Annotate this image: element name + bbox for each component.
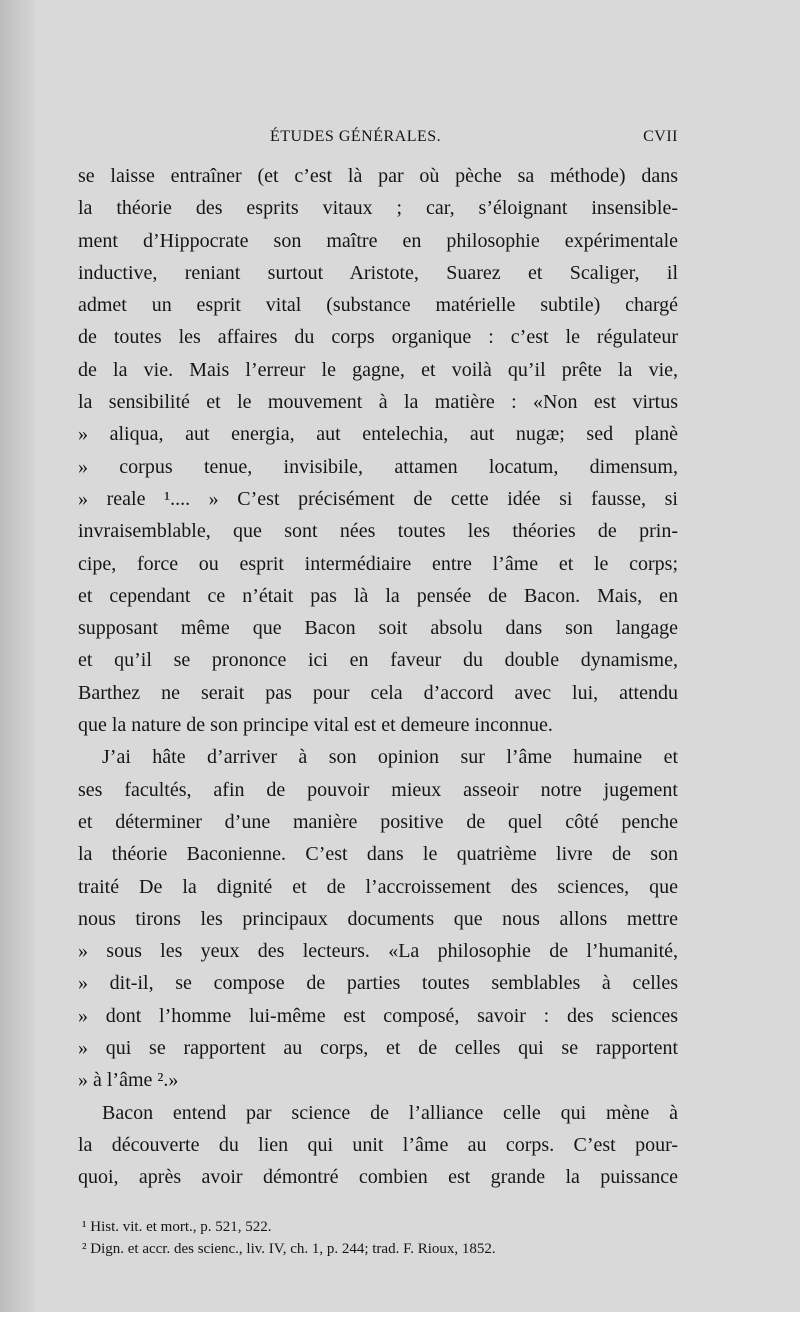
text-line: » aliqua, aut energia, aut entelechia, aut nugæ; sed planè — [78, 423, 678, 446]
text-line: nous tirons les principaux documents que nous allons mettre — [78, 907, 678, 930]
text-line: ses facultés, afin de pouvoir mieux asseoir notre jugement — [78, 778, 678, 801]
running-head — [78, 128, 678, 158]
text-line: se laisse entraîner (et c’est là par où pèche sa méthode) dans — [78, 165, 678, 187]
text-line: invraisemblable, que sont nées toutes les théories de prin- — [78, 520, 678, 543]
text-line: inductive, reniant surtout Aristote, Suarez et Scaliger, il — [78, 261, 678, 284]
footnotes — [78, 1216, 678, 1260]
text-line: » dit-il, se compose de parties toutes semblables à celles — [78, 972, 678, 995]
text-line: quoi, après avoir démontré combien est grande la puissance — [78, 1166, 678, 1189]
text-line: admet un esprit vital (substance matérielle subtile) chargé — [78, 294, 678, 317]
text-line: la théorie des esprits vitaux ; car, s’éloignant insensible- — [78, 197, 678, 220]
text-line: Bacon entend par science de l’alliance celle qui mène à — [102, 1101, 678, 1124]
text-line: » reale ¹.... » C’est précisément de cette idée si fausse, si — [78, 487, 678, 510]
running-head-title: ÉTUDES GÉNÉRALES. — [270, 128, 442, 145]
text-line: traité De la dignité et de l’accroissement des sciences, que — [78, 875, 678, 898]
text-line: » qui se rapportent au corps, et de celles qui se rapportent — [78, 1037, 678, 1060]
text-line: de toutes les affaires du corps organique : c’est le régulateur — [78, 326, 678, 349]
text-line: la découverte du lien qui unit l’âme au corps. C’est pour- — [78, 1133, 678, 1156]
text-line: la sensibilité et le mouvement à la matière : «Non est virtus — [78, 391, 678, 414]
page-number: CVII — [643, 128, 678, 145]
footnote: ¹ Hist. vit. et mort., p. 521, 522. — [82, 1218, 272, 1235]
text-line: J’ai hâte d’arriver à son opinion sur l’âme humaine et — [102, 746, 678, 769]
text-line: et déterminer d’une manière positive de quel côté penche — [78, 810, 678, 833]
scan-margin — [0, 1312, 800, 1330]
text-line: » dont l’homme lui-même est composé, savoir : des sciences — [78, 1004, 678, 1027]
text-line: Barthez ne serait pas pour cela d’accord avec lui, attendu — [78, 681, 678, 704]
binding-shadow — [0, 0, 36, 1330]
text-line: la théorie Baconienne. C’est dans le quatrième livre de son — [78, 843, 678, 866]
text-line: et cependant ce n’était pas là la pensée de Bacon. Mais, en — [78, 584, 678, 607]
footnote: ² Dign. et accr. des scienc., liv. IV, ch. 1, p. 244; trad. F. Rioux, 1852. — [82, 1240, 496, 1257]
text-line: ment d’Hippocrate son maître en philosophie expérimentale — [78, 229, 678, 252]
text-line: » à l’âme ².» — [78, 1069, 179, 1092]
text-line: de la vie. Mais l’erreur le gagne, et voilà qu’il prête la vie, — [78, 358, 678, 381]
body-text — [78, 160, 678, 1194]
text-line: » sous les yeux des lecteurs. «La philosophie de l’humanité, — [78, 940, 678, 963]
text-line: que la nature de son principe vital est et demeure inconnue. — [78, 714, 553, 737]
text-line: et qu’il se prononce ici en faveur du double dynamisme, — [78, 649, 678, 672]
text-line: » corpus tenue, invisibile, attamen locatum, dimensum, — [78, 455, 678, 478]
text-block — [78, 128, 678, 1260]
text-line: cipe, force ou esprit intermédiaire entre l’âme et le corps; — [78, 552, 678, 575]
text-line: supposant même que Bacon soit absolu dans son langage — [78, 617, 678, 640]
